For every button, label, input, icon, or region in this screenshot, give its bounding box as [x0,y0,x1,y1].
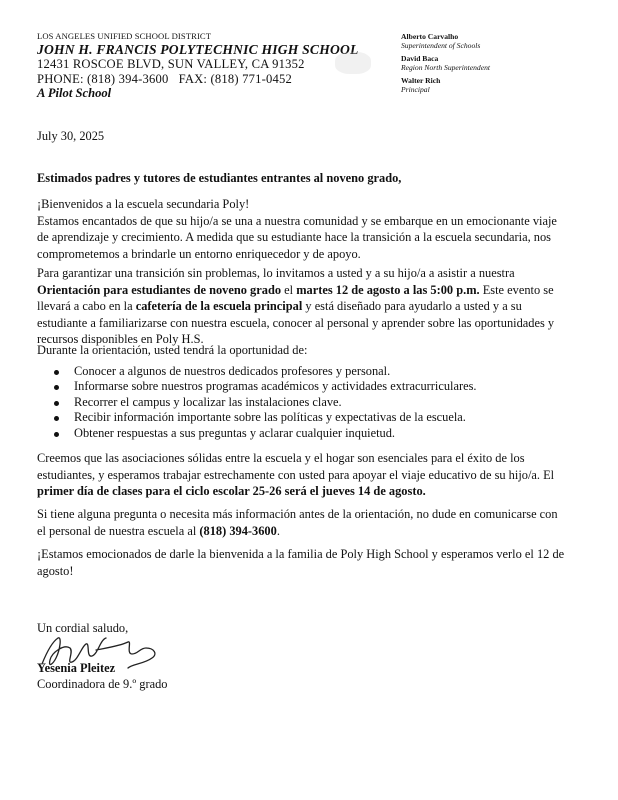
official-name: David Baca [401,54,439,63]
opportunity-list [54,364,477,441]
orientation-datetime: martes 12 de agosto a las 5:00 p.m. [296,282,480,297]
list-item [54,364,477,379]
closing-salutation: Un cordial saludo, [37,621,129,635]
bullet-icon [54,385,59,390]
letter-greeting: Estimados padres y tutores de estudiantes entrantes al noveno grado, [37,171,402,185]
official-title: Region North Superintendent [401,63,491,72]
list-item [54,379,477,394]
official-name: Walter Rich [401,76,441,85]
text: y está diseñado para ayudarlo a usted y a su estudiante a familiarizarse con nuestra escuela, conocer al personal y aprender sobre las oportunidades y recursos disponibles en Poly H.S. [37,299,555,346]
district-name: LOS ANGELES UNIFIED SCHOOL DISTRICT [37,31,212,41]
bullet-icon [54,401,59,406]
paragraph-partnership [37,450,569,500]
school-phone-fax: PHONE: (818) 394-3600 FAX: (818) 771-0452 [37,71,292,86]
official-title: Superintendent of Schools [401,41,481,50]
school-address: 12431 ROSCOE BLVD, SUN VALLEY, CA 91352 [37,57,305,71]
official [401,54,490,72]
first-day-notice: primer día de clases para el ciclo escolar 25-26 será el jueves 14 de agosto. [37,484,426,498]
signer-name: Yesenia Pleitez [37,661,116,675]
text: . [276,523,280,538]
letter-date: July 30, 2025 [37,129,105,143]
signer-role: Coordinadora de 9.º grado [37,677,168,691]
list-item [54,410,477,425]
pilot-school-label: A Pilot School [37,86,112,100]
paragraph-contact [37,506,569,539]
list-item-text: Conocer a algunos de nuestros dedicados profesores y personal. [74,364,391,378]
official [401,76,490,94]
bullet-icon [54,370,59,375]
faint-mark [335,52,371,74]
paragraph-orientation [37,265,569,348]
text: Si tiene alguna pregunta o necesita más información antes de la orientación, no dude en comunicarse con el personal de nuestra escuela al [37,507,558,538]
contact-phone: (818) 394-3600 [199,523,277,538]
text: Este evento se llevará a cabo en la [37,282,554,313]
text: Para garantizar una transición sin problemas, lo invitamos a usted y a su hijo/a a asistir a nuestra [37,266,515,280]
text: Creemos que las asociaciones sólidas entre la escuela y el hogar son esenciales para el éxito de los estudiantes, y esperamos trabajar estrechamente con usted para apoyar el viaje educativo de su hijo/a. El [37,451,555,482]
list-item [54,426,477,441]
orientation-title: Orientación para estudiantes de noveno grado [37,282,282,297]
school-name: JOHN H. FRANCIS POLYTECHNIC HIGH SCHOOL [37,42,359,57]
official [401,32,490,50]
list-item-text: Recibir información importante sobre las políticas y expectativas de la escuela. [74,410,466,425]
orientation-location: cafetería de la escuela principal [135,299,303,313]
official-title: Principal [401,85,430,94]
welcome-text: Estamos encantados de que su hijo/a se una a nuestra comunidad y se embarque en un emocionante viaje de aprendizaje y crecimiento. A medida que su estudiante hace la transición a la escuela secundaria, nos comprometemos a brindarle un entorno enriquecedor y de apoyo. [37,213,557,261]
welcome-line: ¡Bienvenidos a la escuela secundaria Poly! [37,197,250,211]
officials-list [401,32,490,98]
text: el [281,282,297,297]
paragraph-closing: ¡Estamos emocionados de darle la bienvenida a la familia de Poly High School y esperamos verlo el 12 de agosto! [37,547,565,578]
paragraph-welcome [37,196,569,262]
list-item-text: Informarse sobre nuestros programas académicos y actividades extracurriculares. [74,379,477,394]
letterhead [37,31,359,101]
list-item-text: Obtener respuestas a sus preguntas y aclarar cualquier inquietud. [74,425,396,440]
official-name: Alberto Carvalho [401,32,459,41]
list-item-text: Recorrer el campus y localizar las instalaciones clave. [74,394,342,409]
bullet-icon [54,432,59,437]
bullet-icon [54,416,59,421]
paragraph-opportunities: Durante la orientación, usted tendrá la oportunidad de: [37,343,308,357]
list-item [54,395,477,410]
